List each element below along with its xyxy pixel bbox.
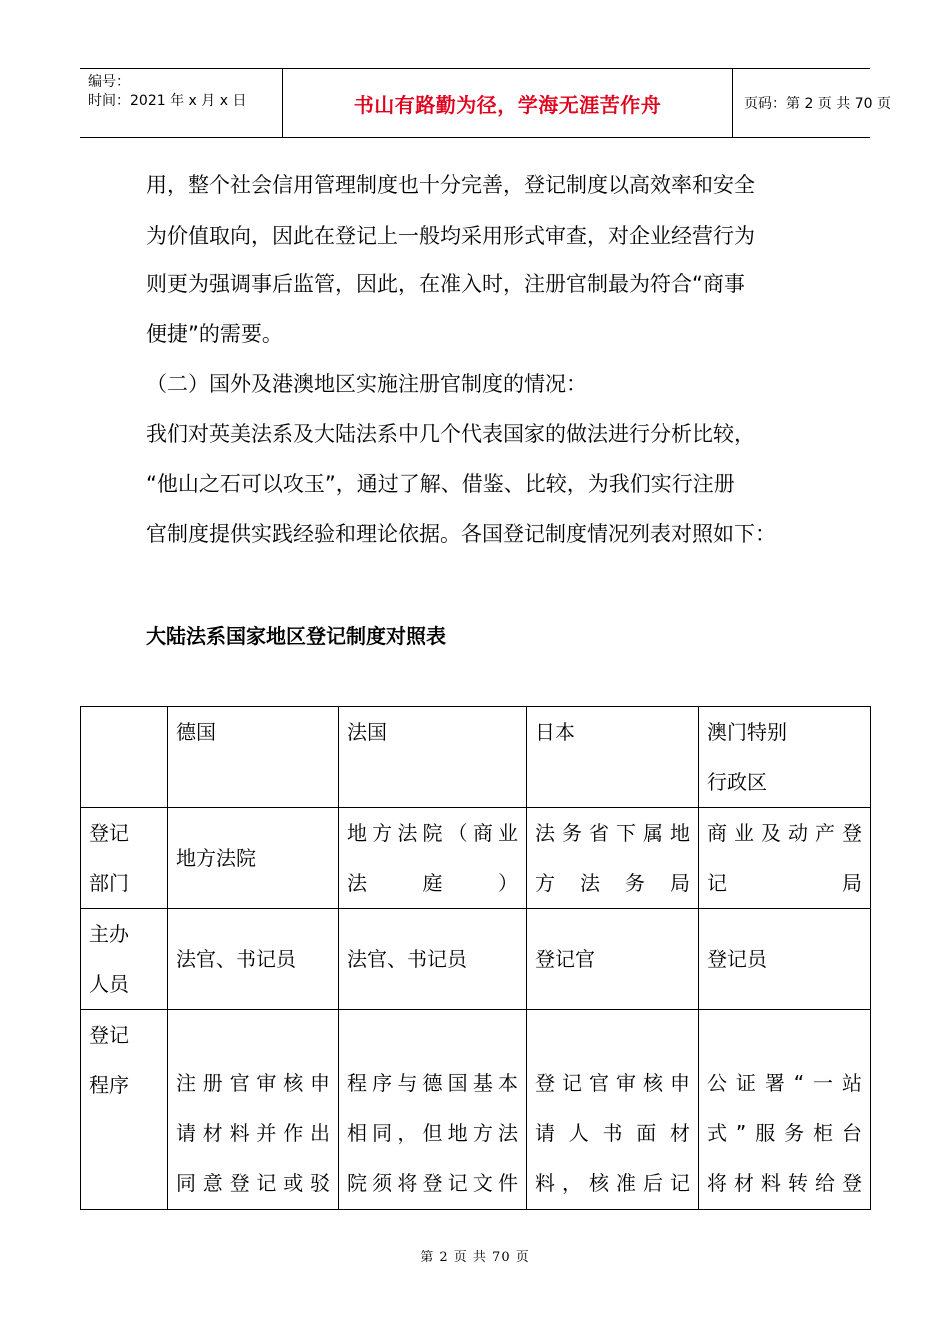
table-cell: 地方法院: [168, 808, 339, 909]
header-cell-empty: [81, 707, 168, 808]
number-label: 编号：: [88, 74, 130, 90]
table-row: [81, 909, 871, 1010]
header-cell-macau: 澳门特别 行政区: [699, 707, 871, 808]
header-motto-cell: [282, 69, 733, 137]
table-cell: 商业及动产登 记局: [699, 808, 871, 909]
table-cell: 注册官审核申 请材料并作出 同意登记或驳: [168, 1010, 339, 1210]
comparison-table: [80, 706, 871, 1210]
table-row: [81, 1010, 871, 1210]
body-line: 用，整个社会信用管理制度也十分完善，登记制度以高效率和安全: [146, 173, 755, 197]
body-line: 我们对英美法系及大陆法系中几个代表国家的做法进行分析比较，: [146, 422, 755, 446]
page-footer: 第 2 页 共 70 页: [420, 1250, 530, 1265]
header-motto: 书山有路勤为径，学海无涯苦作舟: [353, 92, 662, 117]
table-cell: 登记官审核申 请人书面材 料，核准后记: [527, 1010, 699, 1210]
body-line: 则更为强调事后监管，因此，在准入时，注册官制最为符合“商事: [146, 272, 745, 296]
table-cell: 法官、书记员: [168, 909, 339, 1010]
header-meta: [80, 69, 282, 137]
table-cell: 程序与德国基本 相同，但地方法 院须将登记文件: [339, 1010, 527, 1210]
header-cell-france: 法国: [339, 707, 527, 808]
page-header: [80, 68, 891, 138]
body-line: “他山之石可以攻玉”，通过了解、借鉴、比较，为我们实行注册: [146, 472, 735, 496]
table-cell: 法务省下属地 方法务局: [527, 808, 699, 909]
body-line: 官制度提供实践经验和理论依据。各国登记制度情况列表对照如下：: [146, 522, 776, 546]
row-label-staff: 主办 人员: [81, 909, 168, 1010]
row-label-procedure: 登记 程序: [81, 1010, 168, 1210]
time-label: 时间：2021 年 x 月 x 日: [88, 93, 247, 109]
table-cell: 地方法院（商业 法庭）: [339, 808, 527, 909]
table-cell: 登记官: [527, 909, 699, 1010]
row-label-registration-dept: 登记 部门: [81, 808, 168, 909]
header-page-info: 页码：第 2 页 共 70 页: [744, 96, 891, 112]
header-page-cell: [733, 69, 891, 137]
header-cell-germany: 德国: [168, 707, 339, 808]
body-line: 便捷”的需要。: [146, 322, 283, 346]
body-line: 为价值取向，因此在登记上一般均采用形式审查，对企业经营行为: [146, 224, 755, 248]
table-cell: 登记员: [699, 909, 871, 1010]
table-cell: 法官、书记员: [339, 909, 527, 1010]
header-cell-japan: 日本: [527, 707, 699, 808]
table-title: 大陆法系国家地区登记制度对照表: [146, 624, 446, 648]
table-row: [81, 808, 871, 909]
table-header-row: [81, 707, 871, 808]
table-cell: 公证署“一站 式”服务柜台 将材料转给登: [699, 1010, 871, 1210]
section-heading: （二）国外及港澳地区实施注册官制度的情况：: [146, 372, 587, 396]
